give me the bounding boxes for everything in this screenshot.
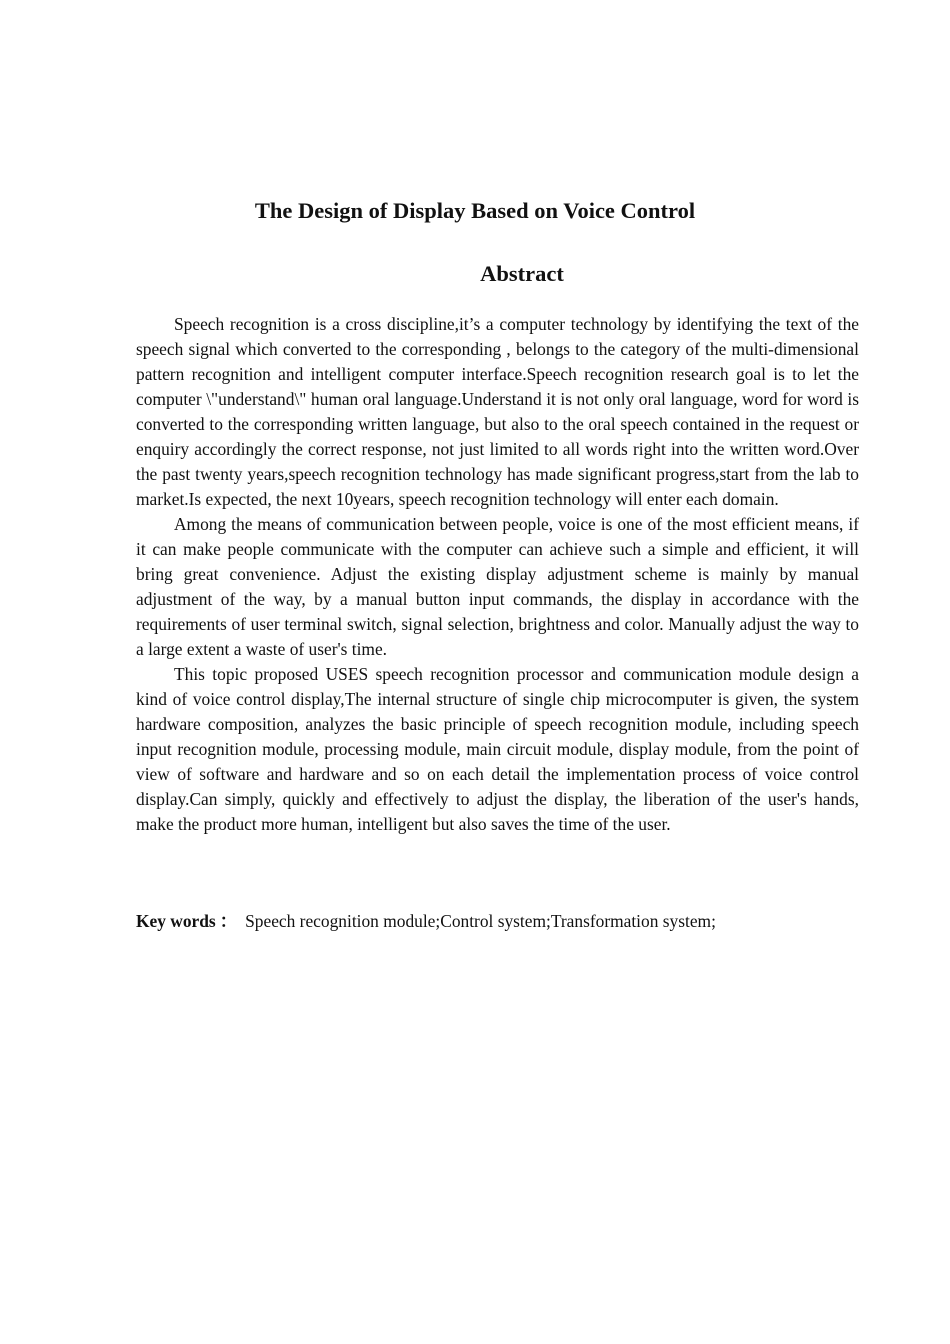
keywords-text: Speech recognition module;Control system;Transformation system; [245, 911, 716, 931]
abstract-body [136, 312, 859, 837]
keywords-label: Key words [136, 911, 216, 931]
document-title: The Design of Display Based on Voice Control [254, 198, 696, 223]
abstract-heading: Abstract [480, 261, 564, 286]
keywords-separator: ： [219, 911, 238, 931]
abstract-paragraph-2: Among the means of communication between people, voice is one of the most efficient means, if it can make people communicate with the computer can achieve such a simple and efficient, it will bring great convenience. Adjust the existing display adjustment scheme is mainly by manual adjustment of the way, by a manual button input commands, the display in accordance with the requirements of user terminal switch, signal selection, brightness and color. Manually adjust the way to a large extent a waste of user's time. [136, 514, 859, 659]
abstract-paragraph-1: Speech recognition is a cross discipline,it’s a computer technology by identifying the text of the speech signal which converted to the corresponding , belongs to the category of the multi-dimensional pattern recognition and intelligent computer interface.Speech recognition research goal is to let the computer \"understand\" human oral language.Understand it is not only oral language, word for word is converted to the corresponding written language, but also to the oral speech contained in the request or enquiry accordingly the correct response, not just limited to all words right into the written word.Over the past twenty years,speech recognition technology has made significant progress,start from the lab to market.Is expected, the next 10years, speech recognition technology will enter each domain. [136, 314, 859, 509]
keywords-line [136, 909, 859, 934]
abstract-paragraph-3: This topic proposed USES speech recognition processor and communication module design a kind of voice control display,The internal structure of single chip microcomputer is given, the system hardware composition, analyzes the basic principle of speech recognition module, including speech input recognition module, processing module, main circuit module, display module, from the point of view of software and hardware and so on each detail the implementation process of voice control display.Can simply, quickly and effectively to adjust the display, the liberation of the user's hands, make the product more human, intelligent but also saves the time of the user. [136, 664, 859, 834]
